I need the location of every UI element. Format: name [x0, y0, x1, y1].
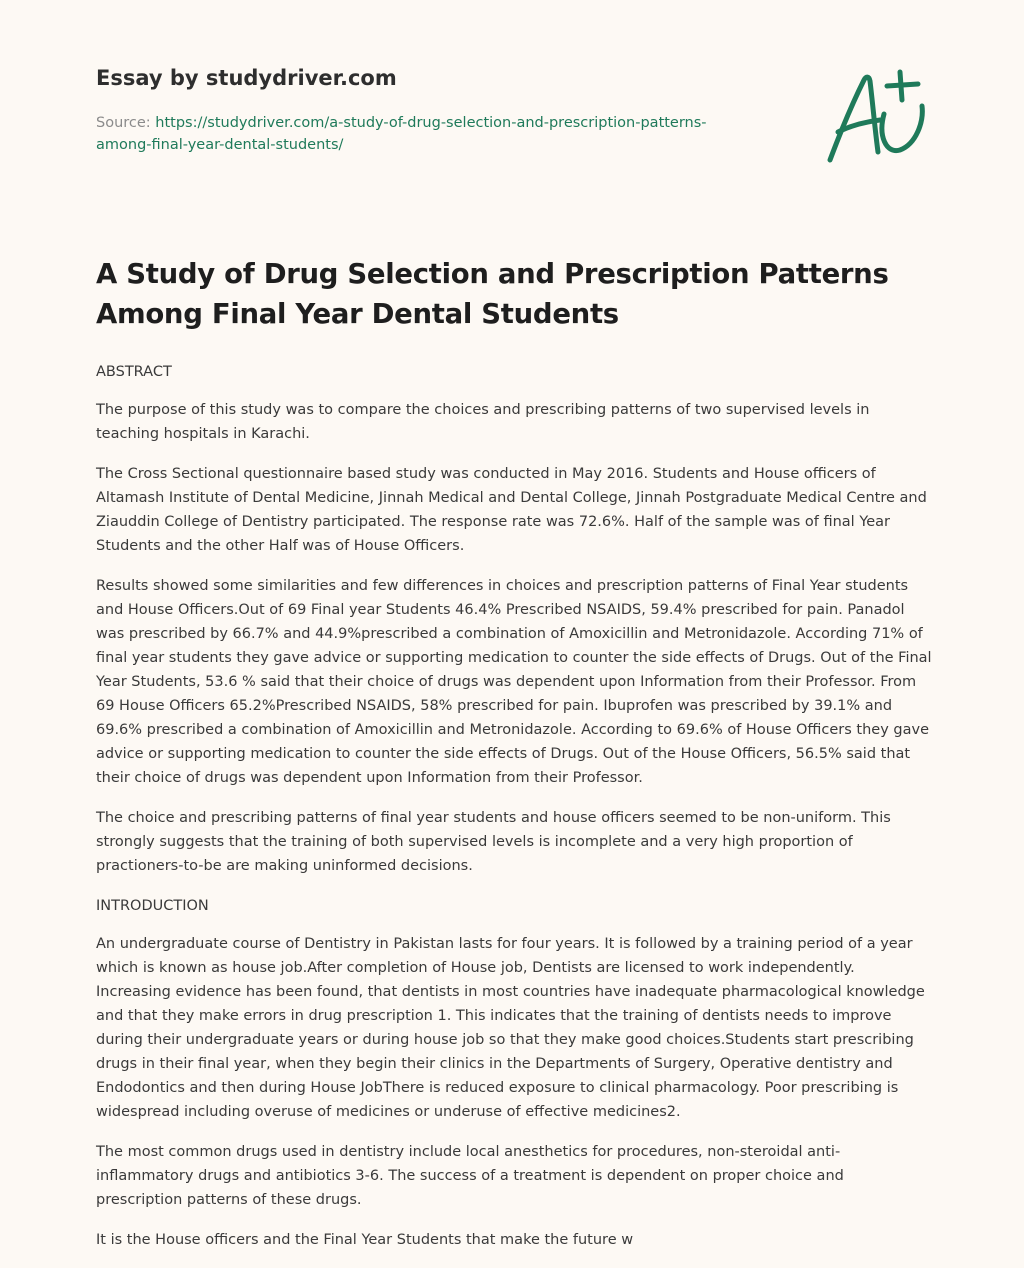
article [96, 254, 932, 1268]
abstract-paragraph: The Cross Sectional questionnaire based study was conducted in May 2016. Students and House officers of Altamash Institute of Dental Medicine, Jinnah Medical and Dental College, Jinnah Postgraduate Medical Centre and Ziauddin College of Dentistry participated. The response rate was 72.6%. Half of the sample was of final Year Students and the other Half was of House Officers. [96, 466, 927, 554]
abstract-paragraph: Results showed some similarities and few differences in choices and prescription patterns of Final Year students and House Officers.Out of 69 Final year Students 46.4% Prescribed NSAIDS, 59.4% prescribed for pain. Panadol was prescribed by 66.7% and 44.9%prescribed a combination of Amoxicillin and Metronidazole. According 71% of final year students they gave advice or supporting medication to counter the side effects of Drugs. Out of the Final Year Students, 53.6 % said that their choice of drugs was dependent upon Information from their Professor. From 69 House Officers 65.2%Prescribed NSAIDS, 58% prescribed for pain. Ibuprofen was prescribed by 39.1% and 69.6% prescribed a combination of Amoxicillin and Metronidazole. According to 69.6% of House Officers they gave advice or supporting medication to counter the side effects of Drugs. Out of the House Officers, 56.5% said that their choice of drugs was dependent upon Information from their Professor. [96, 578, 932, 786]
article-title: A Study of Drug Selection and Prescription Patterns Among Final Year Dental Students [96, 258, 889, 330]
abstract-heading: ABSTRACT [96, 364, 172, 380]
introduction-heading: INTRODUCTION [96, 898, 209, 914]
a-plus-logo-icon [820, 66, 930, 166]
abstract-paragraph: The purpose of this study was to compare the choices and prescribing patterns of two supervised levels in teaching hospitals in Karachi. [96, 402, 870, 442]
introduction-paragraph: It is the House officers and the Final Year Students that make the future w [96, 1232, 634, 1248]
site-header [96, 64, 756, 156]
introduction-paragraph: An undergraduate course of Dentistry in Pakistan lasts for four years. It is followed by a training period of a year which is known as house job.After completion of House job, Dentists are licensed to work independently. Increasing evidence has been found, that dentists in most countries have inadequate pharmacological knowledge and that they make errors in drug prescription 1. This indicates that the training of dentists needs to improve during their undergraduate years or during house job so that they make good choices.Students start prescribing drugs in their final year, when they begin their clinics in the Departments of Surgery, Operative dentistry and Endodontics and then during House JobThere is reduced exposure to clinical pharmacology. Poor prescribing is widespread including overuse of medicines or underuse of effective medicines2. [96, 936, 925, 1120]
brand-title: Essay by studydriver.com [96, 66, 397, 90]
source-label: Source: [96, 115, 156, 131]
abstract-paragraph: The choice and prescribing patterns of final year students and house officers seemed to be non-uniform. This strongly suggests that the training of both supervised levels is incomplete and a very high proportion of practioners-to-be are making uninformed decisions. [96, 810, 891, 874]
introduction-paragraph: The most common drugs used in dentistry include local anesthetics for procedures, non-steroidal anti-inflammatory drugs and antibiotics 3-6. The success of a treatment is dependent on proper choice and prescription patterns of these drugs. [96, 1144, 844, 1208]
source-line [96, 112, 756, 156]
source-link[interactable]: https://studydriver.com/a-study-of-drug-selection-and-prescription-patterns-among-final-year-dental-students/ [96, 115, 707, 153]
